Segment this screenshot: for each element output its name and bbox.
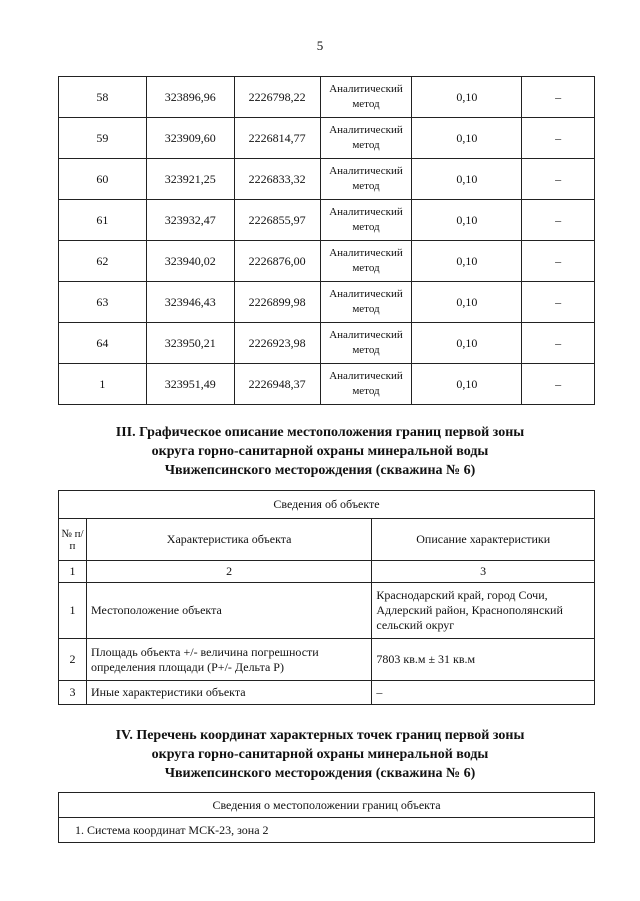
col-index: 3	[372, 561, 595, 583]
point-number-cell: 1	[59, 364, 147, 405]
table-row: 2 Площадь объекта +/- величина погрешности определения площади (Р+/- Дельта Р) 7803 кв.м ± 31 кв.м	[59, 639, 595, 681]
note-cell: –	[522, 200, 595, 241]
point-number-cell: 58	[59, 77, 147, 118]
note-cell: –	[522, 282, 595, 323]
x-coordinate-cell: 323950,21	[146, 323, 234, 364]
x-coordinate-cell: 323940,02	[146, 241, 234, 282]
x-coordinate-cell: 323896,96	[146, 77, 234, 118]
boundary-info-table	[58, 792, 595, 843]
page-number: 5	[316, 38, 324, 53]
x-coordinate-cell: 323946,43	[146, 282, 234, 323]
error-cell: 0,10	[412, 118, 522, 159]
point-number-cell: 60	[59, 159, 147, 200]
error-cell: 0,10	[412, 159, 522, 200]
y-coordinate-cell: 2226876,00	[234, 241, 320, 282]
method-cell: Аналитический метод	[320, 364, 412, 405]
y-coordinate-cell: 2226855,97	[234, 200, 320, 241]
error-cell: 0,10	[412, 77, 522, 118]
point-number-cell: 61	[59, 200, 147, 241]
error-cell: 0,10	[412, 241, 522, 282]
table-row	[59, 241, 595, 282]
note-cell: –	[522, 364, 595, 405]
object-info-title: Сведения об объекте	[59, 491, 595, 519]
error-cell: 0,10	[412, 200, 522, 241]
object-info-table	[58, 490, 595, 705]
error-cell: 0,10	[412, 282, 522, 323]
method-cell: Аналитический метод	[320, 241, 412, 282]
x-coordinate-cell: 323921,25	[146, 159, 234, 200]
table-row: 3 Иные характеристики объекта –	[59, 681, 595, 705]
y-coordinate-cell: 2226798,22	[234, 77, 320, 118]
col-number-header: № п/п	[59, 519, 87, 561]
y-coordinate-cell: 2226948,37	[234, 364, 320, 405]
table-row	[59, 118, 595, 159]
error-cell: 0,10	[412, 323, 522, 364]
method-cell: Аналитический метод	[320, 323, 412, 364]
x-coordinate-cell: 323909,60	[146, 118, 234, 159]
note-cell: –	[522, 323, 595, 364]
table-row	[59, 323, 595, 364]
point-number-cell: 64	[59, 323, 147, 364]
col-characteristic-header: Характеристика объекта	[86, 519, 371, 561]
col-description-header: Описание характеристики	[372, 519, 595, 561]
table-row	[59, 159, 595, 200]
col-index: 2	[86, 561, 371, 583]
y-coordinate-cell: 2226923,98	[234, 323, 320, 364]
method-cell: Аналитический метод	[320, 118, 412, 159]
table-row	[59, 282, 595, 323]
method-cell: Аналитический метод	[320, 77, 412, 118]
point-number-cell: 63	[59, 282, 147, 323]
section3-heading: III. Графическое описание местоположения границ первой зоны округа горно-санитарной охраны минеральной воды Чвижепсинского месторождения (скважина № 6)	[115, 425, 525, 478]
error-cell: 0,10	[412, 364, 522, 405]
col-index: 1	[59, 561, 87, 583]
boundary-info-title: Сведения о местоположении границ объекта	[59, 793, 595, 818]
method-cell: Аналитический метод	[320, 282, 412, 323]
table-row	[59, 200, 595, 241]
x-coordinate-cell: 323951,49	[146, 364, 234, 405]
method-cell: Аналитический метод	[320, 159, 412, 200]
coordinate-system: 1. Система координат МСК-23, зона 2	[59, 818, 595, 843]
table-row	[59, 77, 595, 118]
note-cell: –	[522, 77, 595, 118]
x-coordinate-cell: 323932,47	[146, 200, 234, 241]
y-coordinate-cell: 2226814,77	[234, 118, 320, 159]
section4-heading: IV. Перечень координат характерных точек границ первой зоны округа горно-санитарной охраны минеральной воды Чвижепсинского месторождения (скважина № 6)	[115, 728, 525, 781]
note-cell: –	[522, 118, 595, 159]
note-cell: –	[522, 241, 595, 282]
y-coordinate-cell: 2226833,32	[234, 159, 320, 200]
note-cell: –	[522, 159, 595, 200]
table-row: 1 Местоположение объекта Краснодарский край, город Сочи, Адлерский район, Краснополянский сельский округ	[59, 583, 595, 639]
table-row	[59, 364, 595, 405]
point-number-cell: 59	[59, 118, 147, 159]
method-cell: Аналитический метод	[320, 200, 412, 241]
coordinates-table	[58, 76, 595, 405]
y-coordinate-cell: 2226899,98	[234, 282, 320, 323]
point-number-cell: 62	[59, 241, 147, 282]
